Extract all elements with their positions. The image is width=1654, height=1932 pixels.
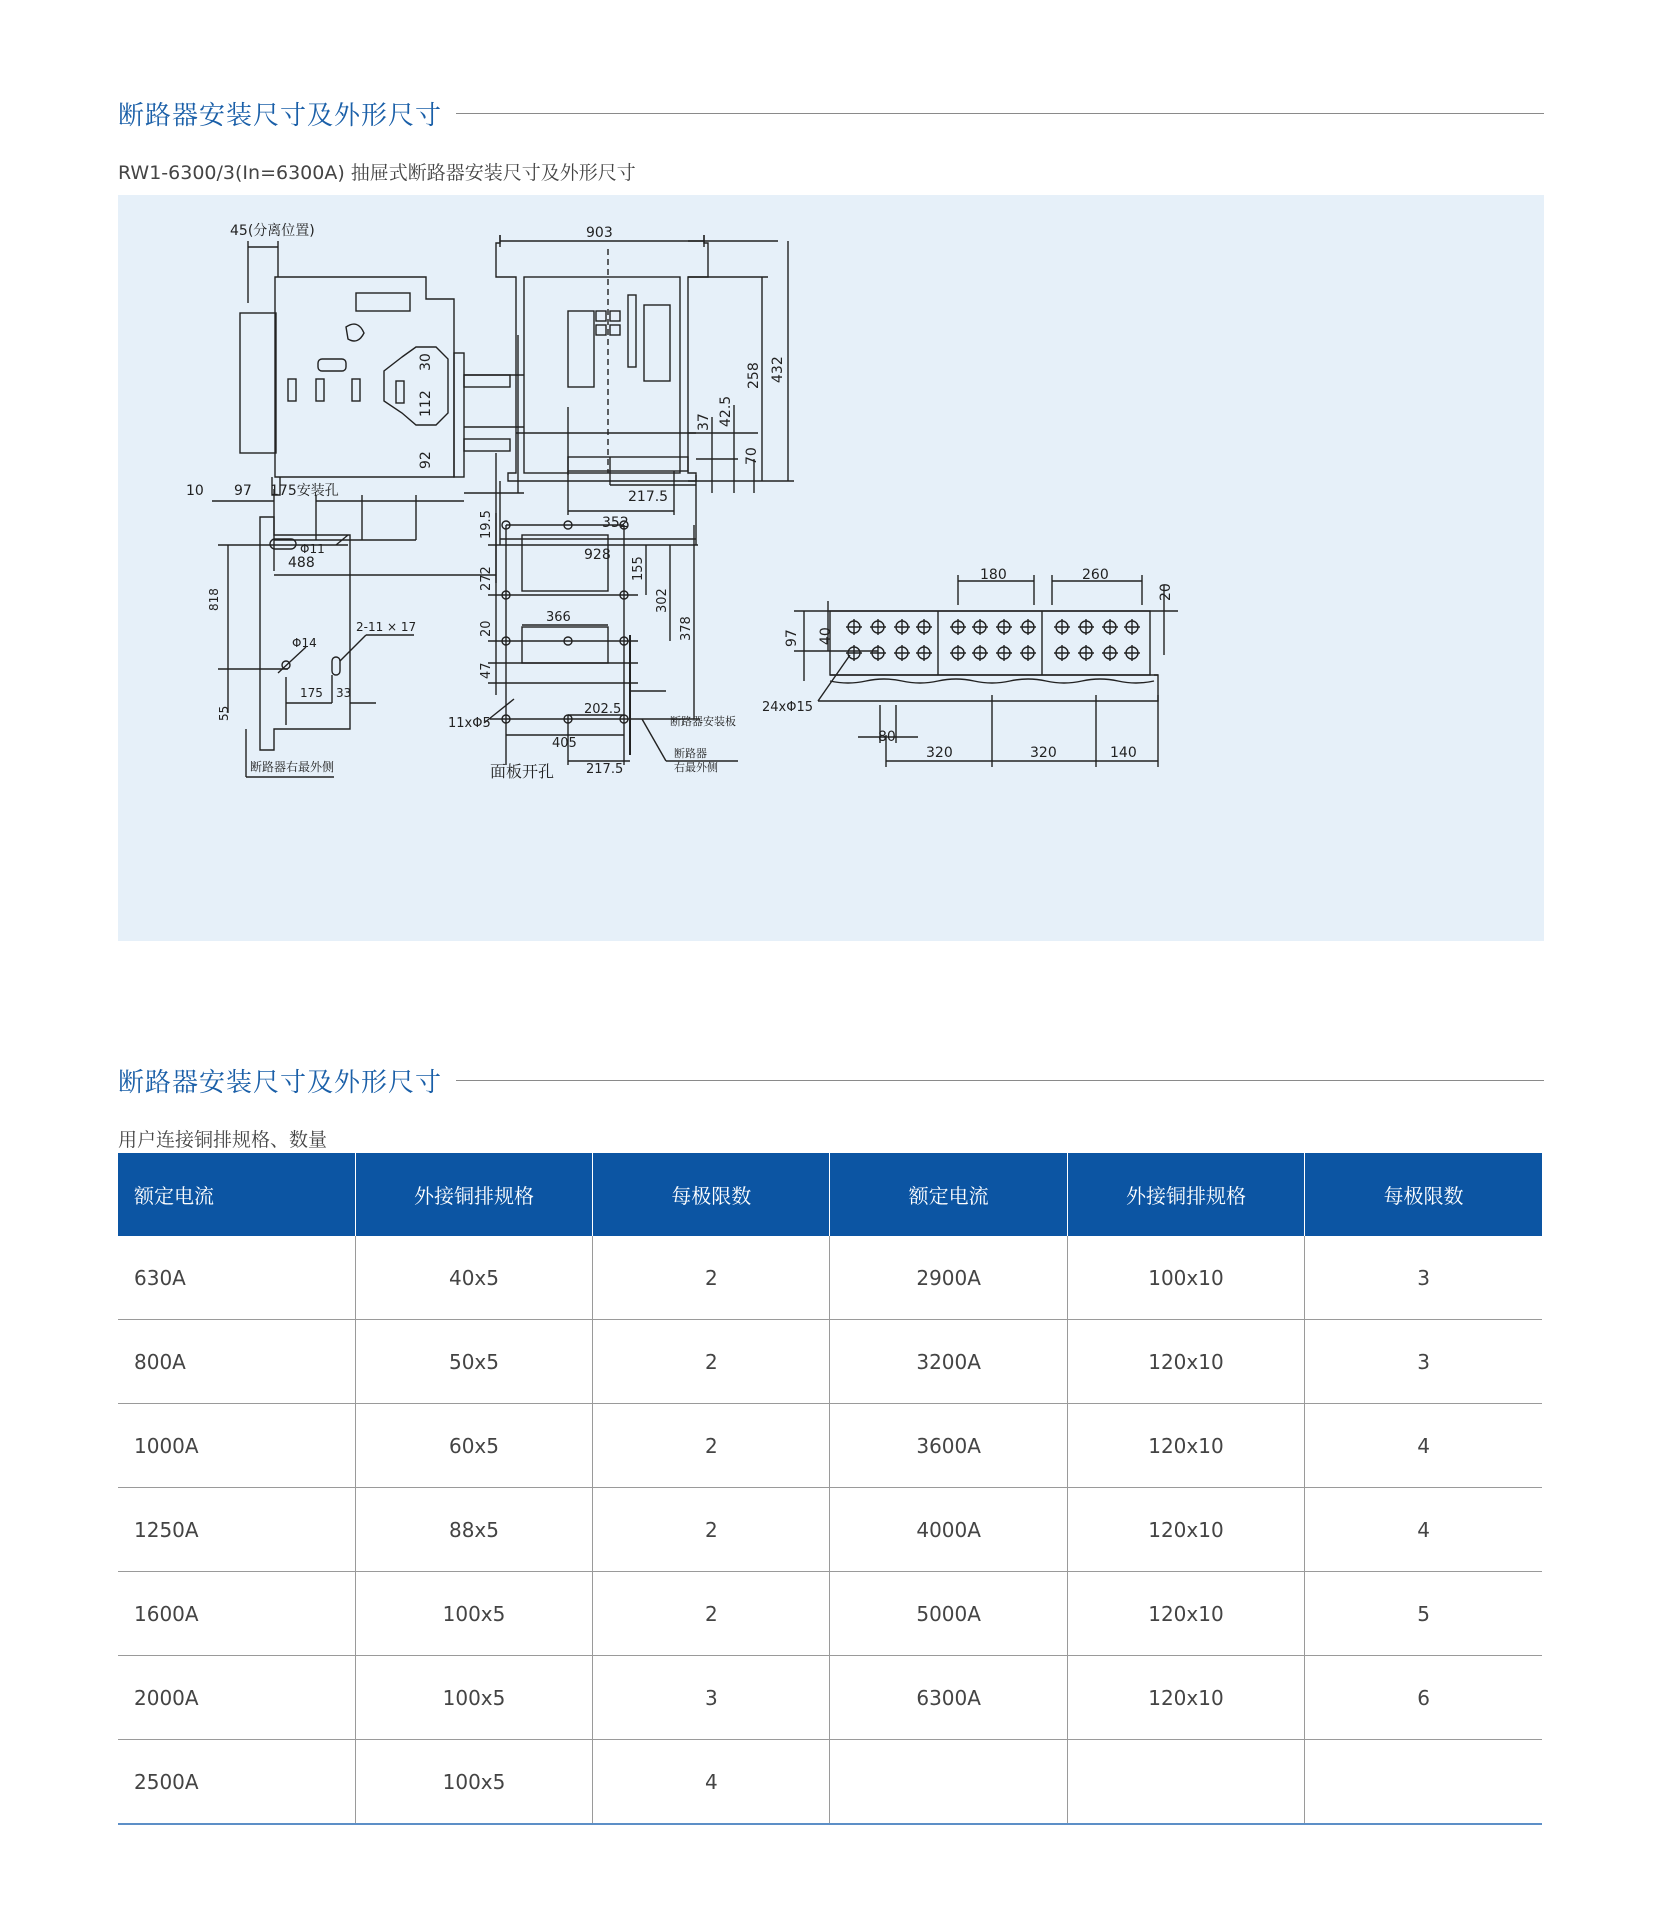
section-subtitle: 用户连接铜排规格、数量 <box>118 1129 328 1151</box>
dim-112: 112 <box>418 390 434 417</box>
table-row <box>118 1740 1542 1825</box>
dim-258: 258 <box>746 362 762 389</box>
column-header: 外接铜排规格 <box>355 1153 592 1236</box>
table-cell: 4 <box>1305 1488 1542 1572</box>
section-subtitle: RW1-6300/3(In=6300A) 抽屉式断路器安装尺寸及外形尺寸 <box>118 162 636 184</box>
table-cell: 3 <box>1305 1236 1542 1320</box>
dim-97-b: 97 <box>784 629 800 647</box>
dim-928: 928 <box>584 547 611 563</box>
dim-320-a: 320 <box>926 745 953 761</box>
table-cell: 800A <box>118 1320 355 1404</box>
dim-holes-11x5: 11xΦ5 <box>448 716 491 731</box>
table-cell: 120x10 <box>1067 1488 1304 1572</box>
note-right-side-1: 断路器 <box>674 747 707 760</box>
hole-crosshair <box>846 645 862 661</box>
hole-crosshair <box>1020 619 1036 635</box>
column-header: 额定电流 <box>830 1153 1067 1236</box>
table-cell: 2 <box>593 1404 830 1488</box>
dim-818: 818 <box>207 588 221 611</box>
table-cell: 100x5 <box>355 1572 592 1656</box>
hole-crosshair <box>1078 619 1094 635</box>
hole-crosshair <box>1020 645 1036 661</box>
hole-crosshair <box>1078 645 1094 661</box>
dim-488: 488 <box>288 555 315 571</box>
table-cell: 100x5 <box>355 1740 592 1825</box>
hole-crosshair <box>870 645 886 661</box>
table-cell: 1000A <box>118 1404 355 1488</box>
table-cell <box>830 1740 1067 1825</box>
dim-92: 92 <box>418 451 434 469</box>
section-title: 断路器安装尺寸及外形尺寸 <box>118 1068 443 1098</box>
column-header: 额定电流 <box>118 1153 355 1236</box>
table-cell: 2 <box>593 1488 830 1572</box>
table-cell: 630A <box>118 1236 355 1320</box>
section-title: 断路器安装尺寸及外形尺寸 <box>118 101 443 131</box>
table-row <box>118 1320 1542 1404</box>
hole-crosshair <box>972 619 988 635</box>
dim-phi11: Φ11 <box>300 542 325 556</box>
dim-55: 55 <box>217 705 231 721</box>
hole-crosshair <box>1054 645 1070 661</box>
table-cell: 5 <box>1305 1572 1542 1656</box>
hole-crosshair <box>916 619 932 635</box>
hole-crosshair <box>846 619 862 635</box>
column-header: 每极限数 <box>1305 1153 1542 1236</box>
dim-slot: 2-11 × 17 <box>356 620 417 634</box>
dim-97: 97 <box>234 483 252 499</box>
hole-crosshair <box>1054 619 1070 635</box>
dim-20: 20 <box>479 620 494 637</box>
table-cell: 2900A <box>830 1236 1067 1320</box>
table-cell: 2 <box>593 1236 830 1320</box>
drawing-panel <box>118 195 1544 941</box>
table-cell: 2 <box>593 1572 830 1656</box>
table-row <box>118 1572 1542 1656</box>
dim-302: 302 <box>655 588 670 613</box>
note-right-side-2: 右最外侧 <box>674 761 718 774</box>
table-cell: 40x5 <box>355 1236 592 1320</box>
hole-crosshair <box>996 619 1012 635</box>
dim-42-5: 42.5 <box>718 395 734 427</box>
table-cell: 3 <box>1305 1320 1542 1404</box>
table-cell: 6300A <box>830 1656 1067 1740</box>
hole-crosshair <box>916 645 932 661</box>
table-cell: 4 <box>593 1740 830 1825</box>
table-cell: 2000A <box>118 1656 355 1740</box>
table-cell: 120x10 <box>1067 1404 1304 1488</box>
dim-30: 30 <box>418 353 434 371</box>
table-row <box>118 1236 1542 1320</box>
dim-37: 37 <box>696 413 712 431</box>
column-header: 外接铜排规格 <box>1067 1153 1304 1236</box>
dim-19-5: 19.5 <box>479 510 494 539</box>
dim-180: 180 <box>980 567 1007 583</box>
hole-crosshair <box>972 645 988 661</box>
dim-432: 432 <box>770 356 786 383</box>
table-cell: 3200A <box>830 1320 1067 1404</box>
table-cell: 3 <box>593 1656 830 1740</box>
column-header: 每极限数 <box>593 1153 830 1236</box>
table-cell: 4 <box>1305 1404 1542 1488</box>
hole-crosshair <box>1124 645 1140 661</box>
dim-140: 140 <box>1110 745 1137 761</box>
table-cell: 50x5 <box>355 1320 592 1404</box>
dim-175: 175 <box>300 686 323 700</box>
dim-155: 155 <box>631 556 646 581</box>
dim-366: 366 <box>546 610 571 625</box>
dim-10: 10 <box>186 483 204 499</box>
table-cell: 60x5 <box>355 1404 592 1488</box>
dim-45-separation: 45(分离位置) <box>230 223 315 239</box>
dim-260: 260 <box>1082 567 1109 583</box>
table-cell: 100x10 <box>1067 1236 1304 1320</box>
hole-crosshair <box>1102 619 1118 635</box>
table-cell: 3600A <box>830 1404 1067 1488</box>
dim-20-b: 20 <box>1158 583 1174 601</box>
table-cell: 4000A <box>830 1488 1067 1572</box>
dim-405: 405 <box>552 736 577 751</box>
table-cell: 2 <box>593 1320 830 1404</box>
table-row <box>118 1656 1542 1740</box>
dim-80: 80 <box>878 729 896 745</box>
table-cell: 120x10 <box>1067 1320 1304 1404</box>
table-header-row <box>118 1153 1542 1236</box>
section-rule <box>456 113 1544 114</box>
table-cell <box>1067 1740 1304 1825</box>
table-cell: 120x10 <box>1067 1656 1304 1740</box>
table-cell: 1250A <box>118 1488 355 1572</box>
side-view <box>212 241 524 583</box>
dim-272: 272 <box>479 566 494 591</box>
panel-cutout-title: 面板开孔 <box>490 762 555 781</box>
dim-903: 903 <box>586 225 613 241</box>
dim-202-5: 202.5 <box>584 702 622 717</box>
table-cell: 1600A <box>118 1572 355 1656</box>
table-cell: 6 <box>1305 1656 1542 1740</box>
dim-47: 47 <box>479 662 494 679</box>
dim-217-5-b: 217.5 <box>586 762 624 777</box>
table-row <box>118 1404 1542 1488</box>
hole-crosshair <box>996 645 1012 661</box>
section-rule <box>456 1080 1544 1081</box>
table-cell: 2500A <box>118 1740 355 1825</box>
dim-holes-24x15: 24xΦ15 <box>762 700 814 715</box>
dim-33: 33 <box>336 686 352 700</box>
dim-40: 40 <box>818 627 834 645</box>
table-cell: 120x10 <box>1067 1572 1304 1656</box>
hole-crosshair <box>950 645 966 661</box>
table-cell: 5000A <box>830 1572 1067 1656</box>
table-row <box>118 1488 1542 1572</box>
hole-crosshair <box>950 619 966 635</box>
hole-crosshair <box>870 619 886 635</box>
table-cell: 88x5 <box>355 1488 592 1572</box>
dimension-drawings <box>118 195 1544 941</box>
note-mount-plate: 断路器安装板 <box>670 715 736 728</box>
hole-crosshair <box>1102 645 1118 661</box>
section-header-1 <box>118 95 1544 132</box>
busbar-view <box>794 575 1178 767</box>
note-right-side: 断路器右最外侧 <box>250 760 335 774</box>
hole-crosshair <box>894 645 910 661</box>
dim-378: 378 <box>679 616 694 641</box>
hole-crosshair <box>1124 619 1140 635</box>
dim-175-mount-hole: 175安装孔 <box>270 483 339 499</box>
dim-352: 352 <box>602 515 629 531</box>
table-cell <box>1305 1740 1542 1825</box>
dim-phi14: Φ14 <box>292 636 317 650</box>
dim-320-b: 320 <box>1030 745 1057 761</box>
busbar-spec-table <box>118 1153 1542 1825</box>
dim-70: 70 <box>744 447 760 465</box>
dim-217-5: 217.5 <box>628 489 669 505</box>
hole-crosshair <box>894 619 910 635</box>
table-cell: 100x5 <box>355 1656 592 1740</box>
section-header-2 <box>118 1062 1544 1099</box>
